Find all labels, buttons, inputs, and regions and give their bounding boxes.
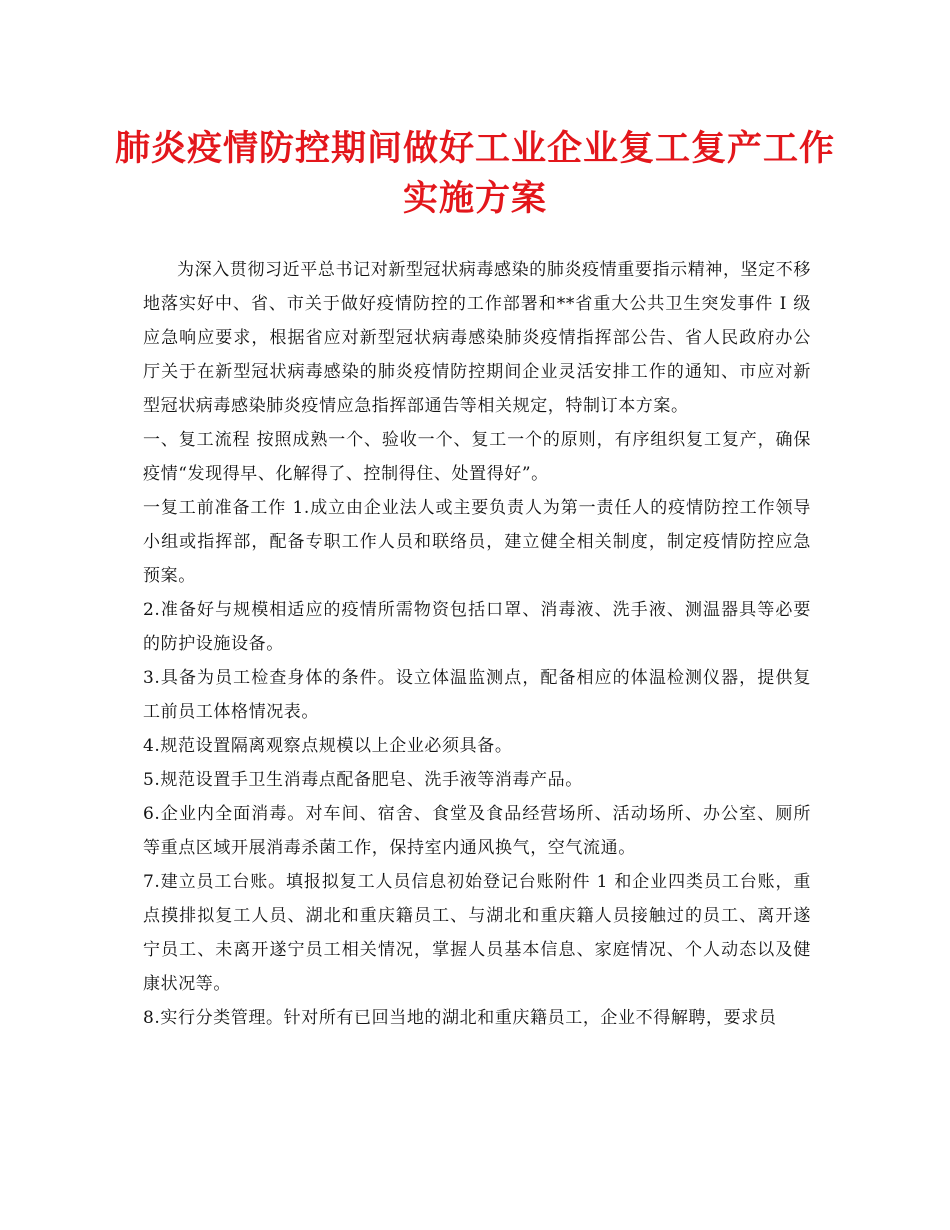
item-5-paragraph: 5.规范设置手卫生消毒点配备肥皂、洗手液等消毒产品。 <box>143 770 583 790</box>
item-4-paragraph: 4.规范设置隔离观察点规模以上企业必须具备。 <box>143 736 513 756</box>
document-body <box>143 253 811 1035</box>
document-title: 肺炎疫情防控期间做好工业企业复工复产工作实施方案 <box>114 128 835 219</box>
item-3-paragraph: 3.具备为员工检查身体的条件。设立体温监测点，配备相应的体温检测仪器，提供复工前员工体格情况表。 <box>143 668 811 722</box>
item-8-paragraph: 8.实行分类管理。针对所有已回当地的湖北和重庆籍员工，企业不得解聘，要求员 <box>143 1008 777 1028</box>
subsection-1-paragraph: 一复工前准备工作 1.成立由企业法人或主要负责人为第一责任人的疫情防控工作领导小组或指挥部，配备专职工作人员和联络员，建立健全相关制度，制定疫情防控应急预案。 <box>143 498 811 586</box>
item-2-paragraph: 2.准备好与规模相适应的疫情所需物资包括口罩、消毒液、洗手液、测温器具等必要的防护设施设备。 <box>143 600 811 654</box>
item-7-paragraph: 7.建立员工台账。填报拟复工人员信息初始登记台账附件 1 和企业四类员工台账，重点摸排拟复工人员、湖北和重庆籍员工、与湖北和重庆籍人员接触过的员工、离开遂宁员工、未离开遂宁员工相关情况，掌握人员基本信息、家庭情况、个人动态以及健康状况等。 <box>143 872 811 994</box>
section-1-paragraph: 一、复工流程 按照成熟一个、验收一个、复工一个的原则，有序组织复工复产，确保疫情“发现得早、化解得了、控制得住、处置得好”。 <box>143 430 811 484</box>
item-6-paragraph: 6.企业内全面消毒。对车间、宿舍、食堂及食品经营场所、活动场所、办公室、厕所等重点区域开展消毒杀菌工作，保持室内通风换气，空气流通。 <box>143 804 811 858</box>
intro-paragraph: 为深入贯彻习近平总书记对新型冠状病毒感染的肺炎疫情重要指示精神，坚定不移地落实好中、省、市关于做好疫情防控的工作部署和**省重大公共卫生突发事件 I 级应急响应要求，根据省应对新型冠状病毒感染肺炎疫情指挥部公告、省人民政府办公厅关于在新型冠状病毒感染的肺炎疫情防控期间企业灵活安排工作的通知、市应对新型冠状病毒感染肺炎疫情应急指挥部通告等相关规定，特制订本方案。 <box>143 260 811 416</box>
